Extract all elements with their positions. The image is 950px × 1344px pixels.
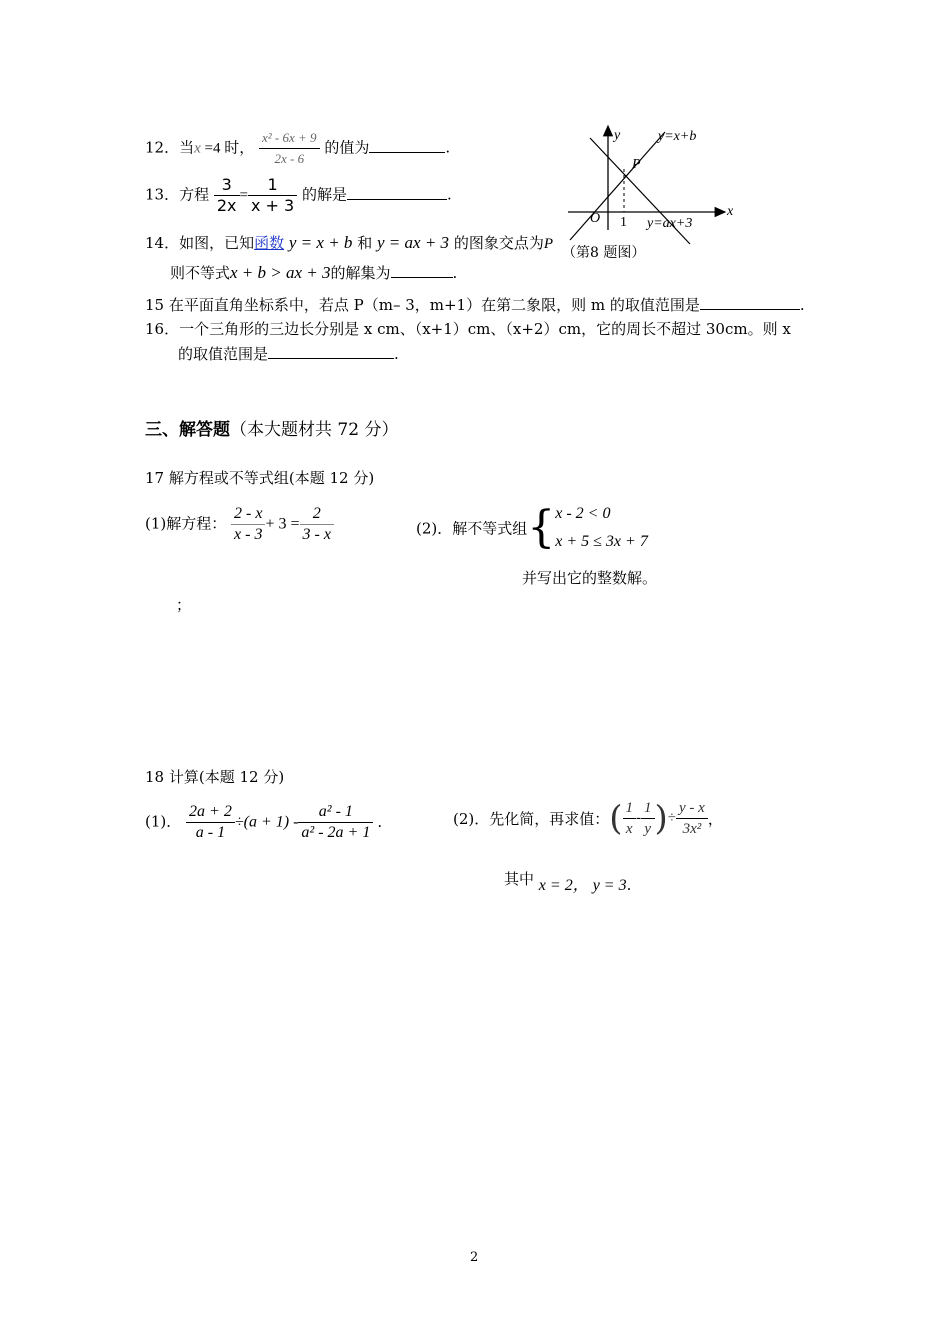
q16-answer-blank[interactable]	[268, 344, 394, 359]
q18-p2-c-num: y - x	[676, 798, 708, 819]
q18-p2-given	[504, 866, 632, 894]
q14-answer-blank[interactable]	[391, 263, 453, 278]
q14-f1: y = x + b	[288, 233, 353, 252]
q14-function-link[interactable]: 函数	[254, 234, 285, 252]
q13-end: .	[447, 185, 452, 204]
q17-p2-label: (2)．解不等式组	[416, 519, 528, 538]
q17-semicolon: ；	[176, 596, 192, 614]
q17-system-line2: x + 5 ≤ 3x + 7	[555, 533, 648, 550]
x-axis-label: x	[727, 204, 734, 219]
q18-p2-right-paren: )	[654, 798, 668, 839]
q13-lhs-fraction	[214, 175, 240, 216]
q16-line2-text: 的取值范围是	[178, 345, 269, 363]
q18-p2-b-den: y	[644, 821, 652, 837]
q13-prefix: 13．方程	[145, 185, 210, 204]
q17-title: 17 解方程或不等式组(本题 12 分)	[145, 469, 375, 487]
q14-line2-suffix: 的解集为	[330, 264, 391, 282]
q12-eq: =4 时，	[200, 140, 255, 157]
q13-rhs-fraction	[248, 175, 297, 216]
section3-title: 三、解答题	[145, 420, 230, 440]
q18-p1-rnum: a² - 1	[298, 802, 373, 823]
q15-answer-blank[interactable]	[700, 295, 800, 310]
q13-answer-blank[interactable]	[347, 185, 447, 200]
q17-p1-mid: + 3 =	[265, 515, 300, 533]
q17-system-line1: x - 2 < 0	[555, 505, 611, 522]
q18-p1-num: 2a + 2	[186, 802, 235, 823]
q18-p1-mid: ÷(a + 1) -	[234, 813, 299, 831]
q13-suffix: 的解是	[302, 185, 348, 204]
q12-fraction	[259, 128, 320, 169]
q18-p2-b-num: 1	[641, 798, 655, 819]
line2-label: y=ax+3	[647, 216, 693, 231]
q16-end: .	[394, 345, 399, 363]
graph-caption: （第8 题图）	[562, 245, 646, 261]
q15	[145, 294, 805, 315]
q17-part2	[416, 500, 648, 556]
line1-label: y=x+b	[658, 129, 697, 144]
q18-p2-div: ÷	[667, 810, 677, 826]
q18-p2-label: (2)．先化简，再求值：	[453, 810, 610, 828]
q18-p2-frac-c	[676, 798, 708, 839]
q14-inequality: x + b > ax + 3	[230, 263, 331, 282]
q17-p1-num: 2 - x	[231, 504, 265, 525]
q18-p2-a-num: 1	[623, 798, 637, 819]
q13-rhs-den: x + 3	[251, 196, 295, 215]
q14-line2	[170, 262, 457, 283]
q16-line2	[178, 343, 399, 364]
q18-title: 18 计算(本题 12 分)	[145, 768, 285, 786]
q17-part1	[145, 504, 334, 545]
q14-f2: y = ax + 3	[377, 233, 450, 252]
q12-prefix: 12．当	[145, 138, 195, 157]
q14-suffix: 的图象交点为	[453, 234, 544, 252]
q12	[145, 128, 450, 169]
q18-p1-rhs-fraction	[298, 802, 373, 843]
q12-var: x	[194, 140, 201, 157]
q18-p2-given-end: .	[626, 876, 632, 894]
q18-p2-end: ，	[707, 810, 723, 828]
q18-p1-label: (1)．	[145, 812, 182, 831]
q18-p2-frac-b	[641, 798, 655, 839]
q14-line2-prefix: 则不等式	[170, 264, 231, 282]
q13-rhs-num: 1	[248, 175, 297, 196]
y-axis-label: y	[614, 128, 621, 143]
q12-end: .	[445, 138, 451, 157]
section3-heading	[145, 415, 398, 440]
q17-p1-rden: 3 - x	[302, 526, 331, 543]
section3-note: （本大题材共 72 分）	[230, 420, 399, 440]
q17-p2-note: 并写出它的整数解。	[522, 569, 658, 587]
page-number: 2	[470, 1250, 479, 1265]
q14-point: P	[543, 236, 554, 252]
q18-p1-den: a - 1	[195, 824, 226, 841]
q14-prefix: 14．如图，已知	[145, 234, 255, 252]
q18-p2-a-den: x	[625, 821, 633, 837]
q14-graph	[560, 118, 750, 266]
q17-system	[555, 500, 648, 556]
q12-numerator: x² - 6x + 9	[259, 128, 320, 149]
q17-p1-rhs-fraction	[300, 504, 334, 545]
q18-part2	[453, 798, 723, 839]
q13-lhs-den: 2x	[216, 196, 237, 215]
q16-line1: 16．一个三角形的三边长分别是 x cm、（x+1）cm、（x+2）cm，它的周长不超过 30cm。则 x	[145, 320, 791, 338]
q18-p2-minus: -	[636, 810, 642, 826]
q18-p1-end: .	[377, 812, 383, 831]
q14-line1	[145, 232, 553, 253]
origin-label: O	[590, 211, 601, 226]
tick-1-label: 1	[620, 215, 627, 230]
q18-p2-given-values: x = 2， y = 3	[538, 877, 627, 894]
q17-p1-rnum: 2	[300, 504, 334, 525]
q12-suffix: 的值为	[324, 138, 370, 157]
q15-end: .	[799, 296, 805, 314]
q18-p1-fraction	[186, 802, 235, 843]
q13	[145, 175, 452, 216]
q14-and: 和	[357, 234, 373, 252]
q12-denominator: 2x - 6	[274, 151, 305, 166]
q15-text: 15 在平面直角坐标系中，若点 P（m– 3，m+1）在第二象限，则 m 的取值范围是	[145, 296, 700, 314]
q13-lhs-num: 3	[214, 175, 240, 196]
q17-p1-den: x - 3	[234, 526, 263, 543]
q12-answer-blank[interactable]	[369, 138, 445, 153]
q18-p2-frac-a	[623, 798, 637, 839]
q18-p1-rden: a² - 2a + 1	[301, 824, 371, 841]
point-p-label: P	[632, 157, 641, 172]
q17-p1-fraction	[231, 504, 265, 545]
q18-p2-left-paren: (	[609, 798, 623, 839]
q14-end: .	[452, 264, 458, 282]
q18-p2-given-prefix: 其中	[504, 870, 535, 888]
q18-part1	[145, 802, 382, 843]
q13-eq: =	[239, 187, 248, 204]
q17-system-brace: {	[527, 502, 556, 553]
q18-p2-c-den: 3x²	[682, 821, 702, 837]
q17-p1-label: (1)解方程：	[145, 514, 227, 533]
